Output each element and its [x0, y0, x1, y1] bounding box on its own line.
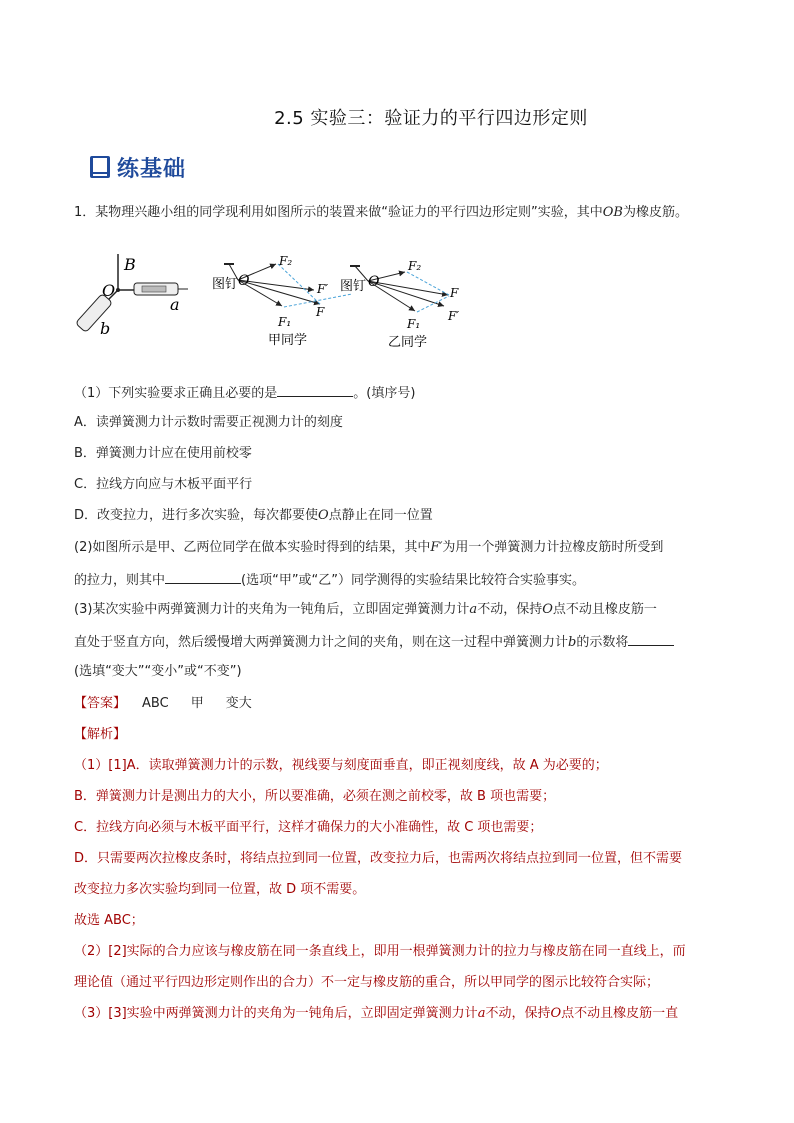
svg-text:F: F	[450, 286, 459, 300]
svg-text:F₂: F₂	[279, 254, 293, 268]
apparatus-diagram	[75, 254, 188, 338]
question-stem: 1．某物理兴趣小组的同学现利用如图所示的装置来做“验证力的平行四边形定则”实验，其中OB为橡皮筋。	[74, 205, 688, 220]
page-title: 2.5 实验三：验证力的平行四边形定则	[274, 108, 588, 129]
analysis-line-1: （1）[1]A．读取弹簧测力计的示数，视线要与刻度面垂直，即正视刻度线，故 A 为必要的；	[74, 758, 608, 773]
svg-text:O: O	[238, 273, 250, 289]
diagram-jia	[212, 254, 352, 348]
answer-label: 【答案】	[74, 696, 127, 711]
answer-blank-3[interactable]	[628, 631, 674, 646]
option-a: A．读弹簧测力计示数时需要正视测力计的刻度	[74, 415, 343, 430]
answer-blank-2[interactable]	[165, 569, 241, 584]
part3-line3: (选填“变大”“变小”或“不变”)	[74, 664, 242, 679]
analysis-label: 【解析】	[74, 727, 127, 742]
svg-text:乙同学: 乙同学	[388, 335, 428, 350]
svg-text:甲同学: 甲同学	[268, 333, 308, 348]
part2-line1: (2)如图所示是甲、乙两位同学在做本实验时得到的结果，其中F′为用一个弹簧测力计拉橡皮筋时所受到	[74, 540, 664, 555]
diagram-yi	[340, 259, 459, 350]
part3-line2: 直处于竖直方向，然后缓慢增大两弹簧测力计之间的夹角，则在这一过程中弹簧测力计b的示数将	[74, 631, 674, 653]
svg-text:F: F	[316, 305, 325, 319]
analysis-line-5: 改变拉力多次实验均到同一位置，故 D 项不需要。	[74, 882, 366, 897]
book-icon	[89, 155, 111, 179]
svg-text:F₂: F₂	[408, 259, 422, 273]
experiment-figure	[74, 248, 494, 358]
svg-text:图钉: 图钉	[212, 277, 239, 292]
part1-prompt: （1）下列实验要求正确且必要的是 。(填序号)	[74, 382, 415, 404]
part3-line1: (3)某次实验中两弹簧测力计的夹角为一钝角后，立即固定弹簧测力计a不动，保持O点不动且橡皮筋一	[74, 602, 657, 617]
svg-text:图钉: 图钉	[340, 279, 367, 294]
answer-blank-1[interactable]	[277, 382, 353, 397]
analysis-line-9: （3）[3]实验中两弹簧测力计的夹角为一钝角后，立即固定弹簧测力计a不动，保持O点不动且橡皮筋一直	[74, 1006, 679, 1021]
analysis-line-2: B．弹簧测力计是测出力的大小，所以要准确，必须在测之前校零，故 B 项也需要；	[74, 789, 556, 804]
svg-text:O: O	[368, 274, 380, 290]
svg-text:F′: F′	[448, 309, 460, 323]
answer-line: 【答案】 ABC 甲 变大	[74, 696, 252, 711]
part2-line2: 的拉力，则其中 (选项“甲”或“乙”）同学测得的实验结果比较符合实验事实。	[74, 569, 585, 591]
label-B: B	[124, 255, 136, 274]
analysis-line-8: 理论值（通过平行四边形定则作出的合力）不一定与橡皮筋的重合，所以甲同学的图示比较符合实际；	[74, 975, 660, 990]
svg-text:F′: F′	[317, 282, 329, 296]
option-c: C．拉线方向应与木板平面平行	[74, 477, 253, 492]
label-O: O	[102, 281, 116, 300]
analysis-line-7: （2）[2]实际的合力应该与橡皮筋在同一条直线上，即用一根弹簧测力计的拉力与橡皮筋在同一直线上，而	[74, 944, 686, 959]
section-header	[89, 150, 186, 184]
label-a: a	[170, 295, 180, 314]
section-label: 练基础	[117, 156, 187, 182]
analysis-line-3: C．拉线方向必须与木板平面平行，这样才确保力的大小准确性，故 C 项也需要；	[74, 820, 543, 835]
analysis-line-4: D．只需要两次拉橡皮条时，将结点拉到同一位置，改变拉力后，也需两次将结点拉到同一位置，但不需要	[74, 851, 683, 866]
option-d: D．改变拉力，进行多次实验，每次都要使O点静止在同一位置	[74, 508, 433, 523]
analysis-line-6: 故选 ABC；	[74, 913, 144, 928]
label-b: b	[100, 319, 111, 338]
option-b: B．弹簧测力计应在使用前校零	[74, 446, 252, 461]
svg-text:F₁: F₁	[407, 317, 421, 331]
svg-text:F₁: F₁	[278, 315, 292, 329]
